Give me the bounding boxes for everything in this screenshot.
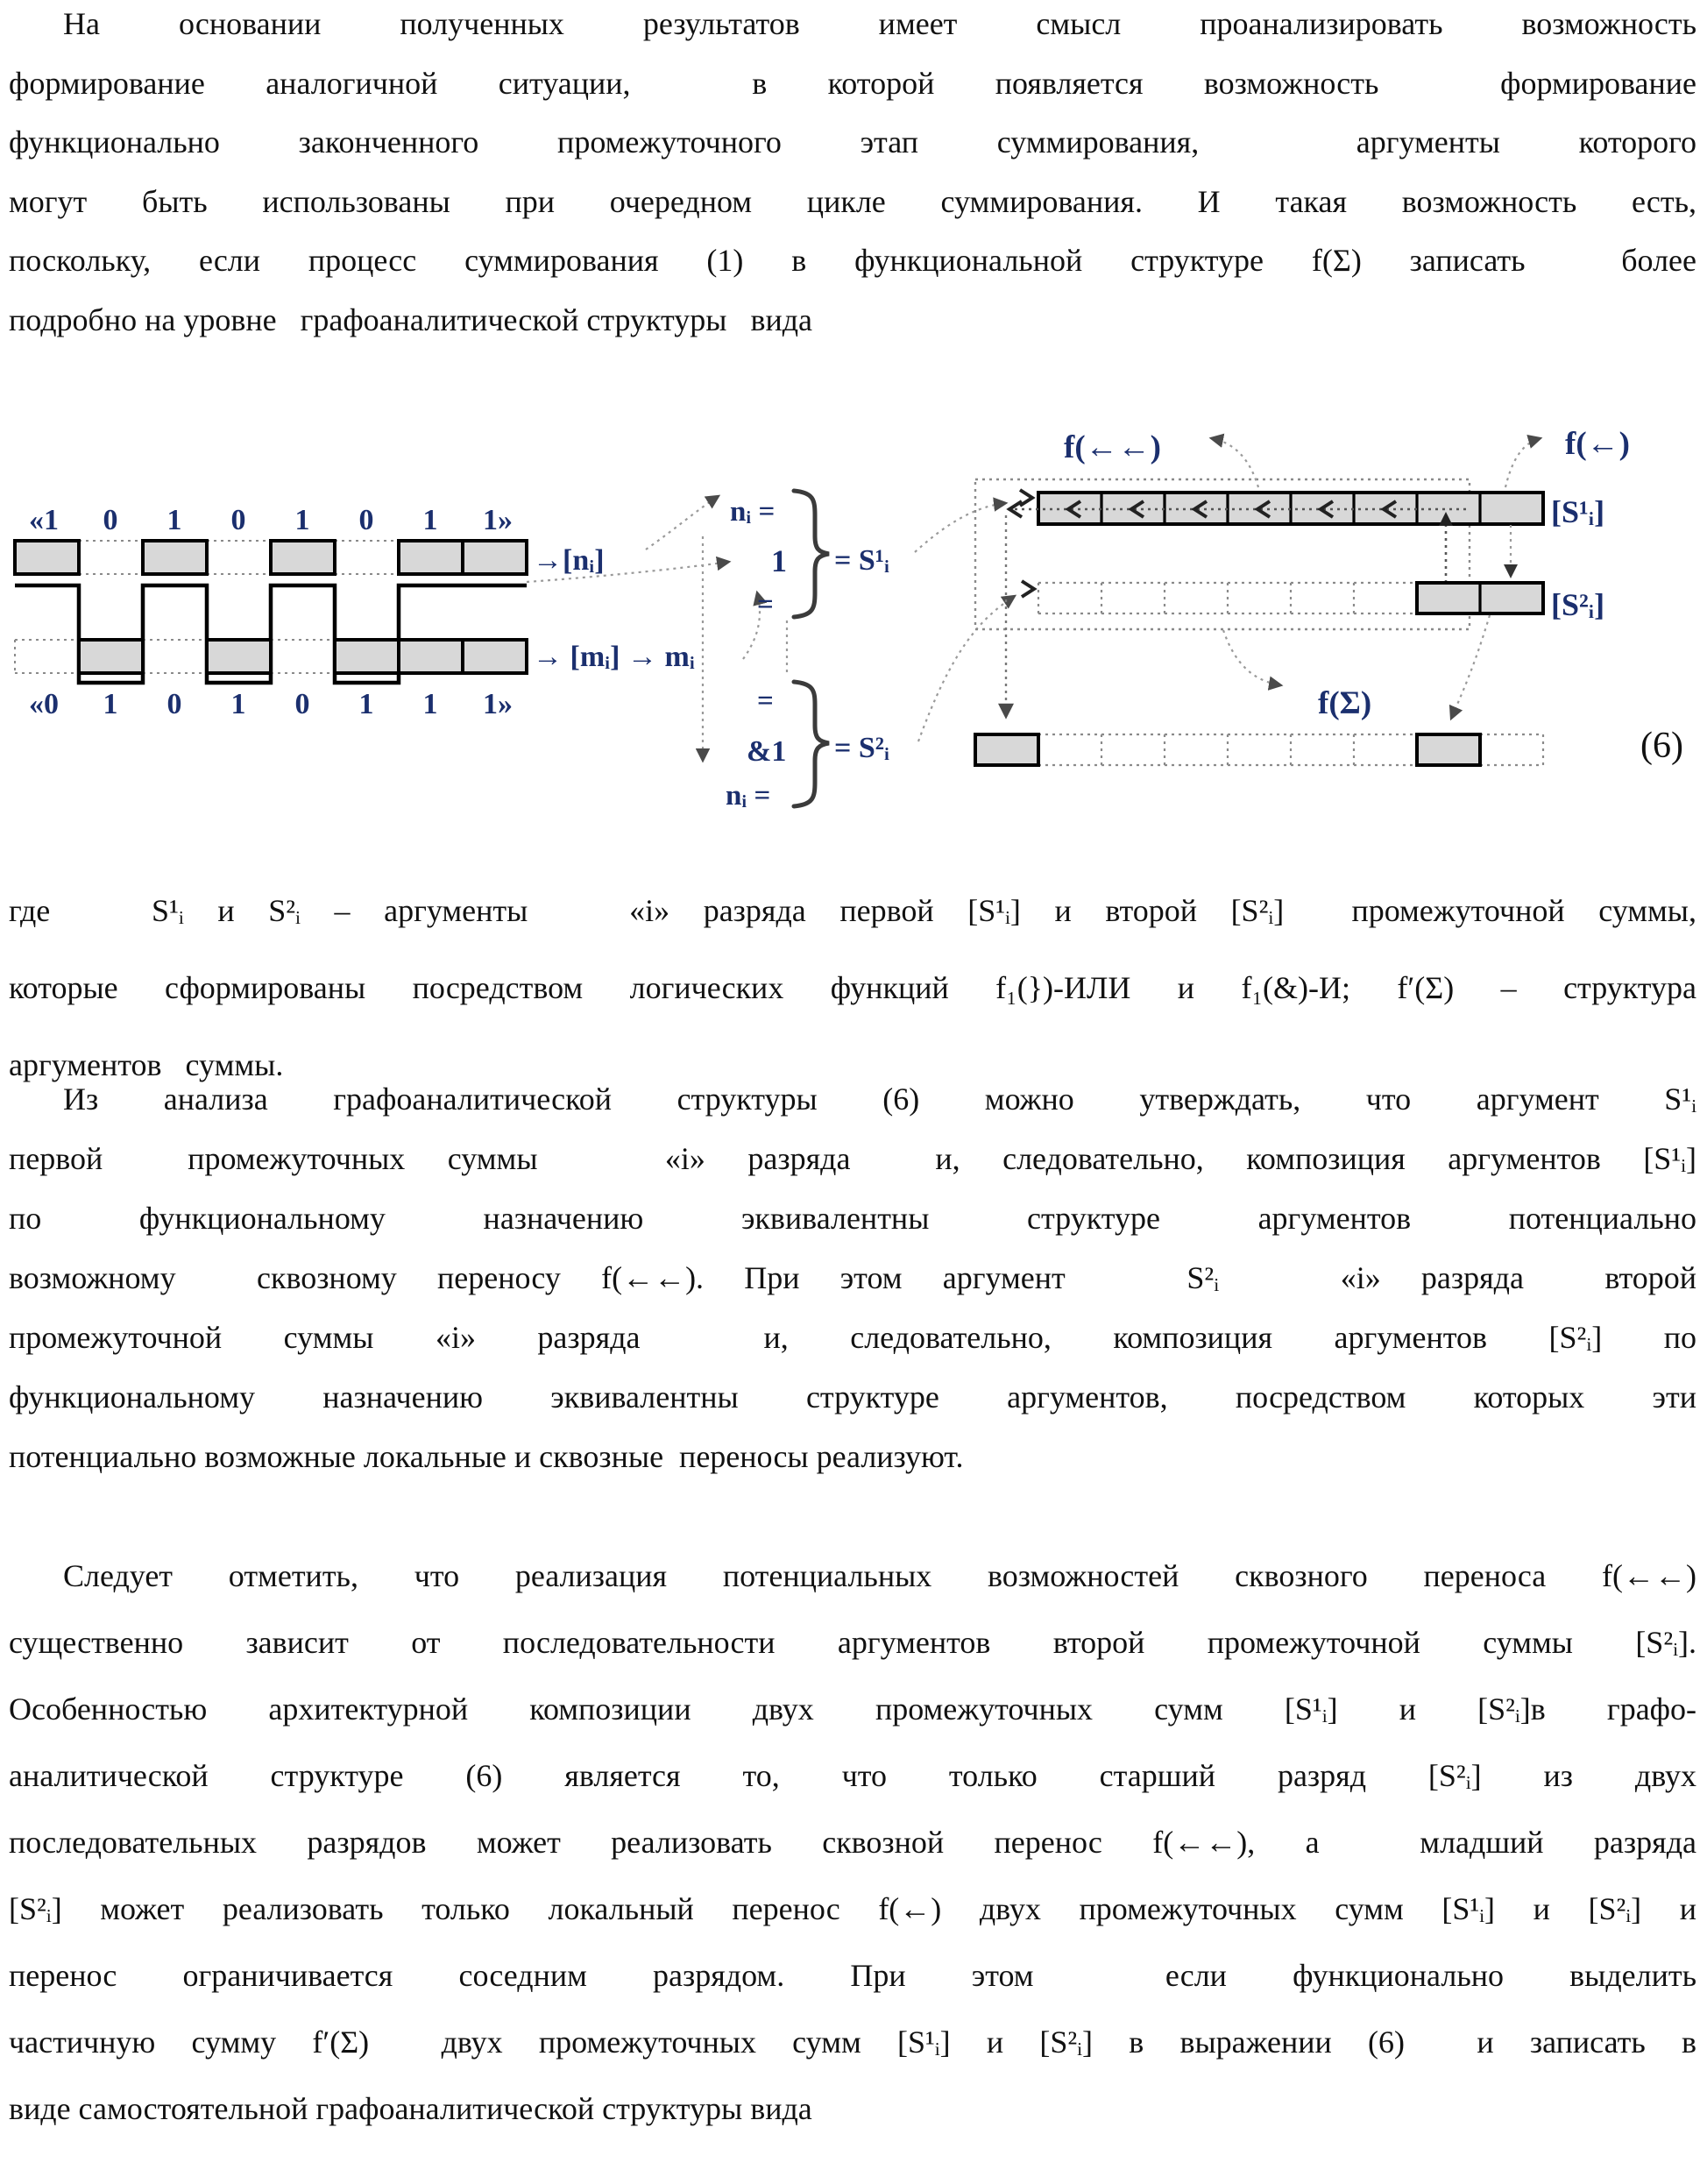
m-cell-7 bbox=[399, 640, 463, 673]
s2-sum-row bbox=[1022, 525, 1543, 613]
paragraph-line: поскольку, если процесс суммирования (1) в функциональной структуре f(Σ) записать более bbox=[9, 243, 1696, 278]
paragraph-analysis bbox=[9, 1069, 1696, 1486]
bit-label: 1 bbox=[166, 504, 182, 536]
m-cell-2 bbox=[79, 640, 143, 673]
graph-analytic-structure-figure bbox=[0, 0, 1707, 876]
first-sum-result: = S¹ᵢ bbox=[834, 544, 890, 577]
bit-label: 1» bbox=[483, 688, 513, 720]
n-row-label: →[nᵢ] bbox=[533, 544, 605, 577]
paragraph-line: подробно на уровне графоаналитической структуры вида bbox=[9, 301, 813, 337]
paragraph-line: формирование аналогичной ситуации, в которой появляется возможность формирование bbox=[9, 65, 1696, 101]
second-sum-brace bbox=[794, 682, 829, 806]
paragraph-line: существенно зависит от последовательности аргументов второй промежуточной суммы [S²ᵢ]. bbox=[9, 1625, 1696, 1660]
n-cell-7 bbox=[399, 541, 463, 574]
result-carry-cell bbox=[975, 734, 1038, 765]
equation-number: (6) bbox=[1640, 726, 1683, 766]
s1-result-to-row-curve bbox=[915, 503, 1006, 552]
local-carry-curve bbox=[1505, 438, 1541, 487]
sum-function-label: f(Σ) bbox=[1318, 685, 1372, 721]
n-operand-row bbox=[15, 541, 527, 574]
paragraph-line: перенос ограничивается соседним разрядом. При этом если функционально выделить bbox=[9, 1958, 1696, 1993]
sum-function-curve bbox=[1223, 630, 1281, 685]
local-carry-function-label: f(←) bbox=[1565, 426, 1630, 462]
paragraph-line: последовательных разрядов может реализовать сквозной перенос f(←←), а младший разряда bbox=[9, 1825, 1696, 1860]
bit-label: 1 bbox=[358, 688, 374, 720]
paragraph-line: могут быть использованы при очередном цикле суммирования. И такая возможность есть, bbox=[9, 183, 1696, 219]
ni-equals-top: nᵢ = bbox=[730, 496, 776, 528]
s1-sum-row bbox=[1008, 490, 1543, 582]
right-arrowhead bbox=[1022, 581, 1034, 597]
s2-row-label: [S²ᵢ] bbox=[1551, 587, 1605, 622]
paragraph-line: Следует отметить, что реализация потенциальных возможностей сквозного переноса f(←←) bbox=[63, 1558, 1696, 1593]
bit-label: 1 bbox=[103, 688, 118, 720]
bit-label: 1 bbox=[294, 504, 310, 536]
n-cell-5 bbox=[271, 541, 335, 574]
m-cell-8 bbox=[463, 640, 527, 673]
operand-bit-labels-bottom bbox=[29, 688, 513, 720]
paragraph-line: [S²ᵢ] может реализовать только локальный перенос f(←) двух промежуточных сумм [S¹ᵢ] и [S²ᵢ] и bbox=[9, 1891, 1696, 1926]
m-cell-4 bbox=[207, 640, 271, 673]
bit-label: 0 bbox=[358, 504, 374, 536]
equals-sign: = bbox=[757, 589, 774, 620]
paragraph-line: функционально законченного промежуточного этап суммирования, аргументы которого bbox=[9, 124, 1696, 160]
paragraph-line: виде самостоятельной графоаналитической структуры вида bbox=[9, 2091, 812, 2126]
operand-bit-labels-top bbox=[29, 504, 513, 536]
paragraph-line: частичную сумму f′(Σ) двух промежуточных сумм [S¹ᵢ] и [S²ᵢ] в выражении (6) и записать в bbox=[9, 2024, 1696, 2060]
paragraph-line: функциональному назначению эквивалентны структуре аргументов, посредством которых эти bbox=[9, 1379, 1696, 1415]
bit-label: 0 bbox=[103, 504, 118, 536]
equals-sign: = bbox=[757, 685, 774, 717]
and-one-operand: &1 bbox=[747, 735, 787, 768]
bit-label: 1» bbox=[483, 504, 513, 536]
paragraph-line: где S¹ᵢ и S²ᵢ – аргументы «i» разряда первой [S¹ᵢ] и второй [S²ᵢ] промежуточной суммы, bbox=[9, 893, 1696, 928]
n-cell-8 bbox=[463, 541, 527, 574]
m-operand-row bbox=[15, 640, 527, 673]
second-sum-result: = S²ᵢ bbox=[834, 732, 890, 764]
s2-to-result-curve bbox=[1451, 615, 1490, 719]
n-cell-3 bbox=[143, 541, 207, 574]
bit-label: 0 bbox=[166, 688, 182, 720]
or-one-operand: 1 bbox=[771, 543, 787, 578]
first-sum-brace bbox=[794, 491, 829, 617]
bit-label: 1 bbox=[422, 688, 438, 720]
bit-label: «0 bbox=[29, 688, 59, 720]
s2-result-to-row-curve bbox=[918, 596, 1015, 741]
bit-label: 0 bbox=[230, 504, 246, 536]
n-row-to-ni-connector bbox=[646, 496, 719, 550]
ni-equals-bottom: nᵢ = bbox=[726, 780, 771, 812]
paragraph-note bbox=[9, 1542, 1696, 2142]
paragraph-line: потенциально возможные локальные и сквозные переносы реализуют. bbox=[9, 1439, 964, 1474]
paragraph-line: возможному сквозному переносу f(←←). При этом аргумент S²ᵢ «i» разряда второй bbox=[9, 1260, 1696, 1295]
n-cell-1 bbox=[15, 541, 79, 574]
bit-label: «1 bbox=[29, 504, 59, 536]
bit-label: 0 bbox=[294, 688, 310, 720]
result-high-bit-cell bbox=[1417, 734, 1480, 765]
paragraph-line: На основании полученных результатов имеет смысл проанализировать возможность bbox=[63, 6, 1696, 41]
result-sum-row bbox=[975, 734, 1543, 765]
bit-label: 1 bbox=[422, 504, 438, 536]
paragraph-line: аргументов суммы. bbox=[9, 1047, 284, 1082]
paragraph-line: Особенностью архитектурной композиции двух промежуточных сумм [S¹ᵢ] и [S²ᵢ]в графо- bbox=[9, 1691, 1696, 1727]
m-row-label: → [mᵢ] → mᵢ bbox=[533, 641, 695, 673]
paragraph-line: аналитической структуре (6) является то, что только старший разряд [S²ᵢ] из двух bbox=[9, 1758, 1696, 1793]
m-cell-6 bbox=[335, 640, 399, 673]
paragraph-line: промежуточной суммы «i» разряда и, следовательно, композиция аргументов [S²ᵢ] по bbox=[9, 1320, 1696, 1355]
s1-row-label: [S¹ᵢ] bbox=[1551, 494, 1605, 529]
paragraph-line: по функциональному назначению эквивалентны структуре аргументов потенциально bbox=[9, 1201, 1696, 1236]
paragraph-line: первой промежуточных суммы «i» разряда и, следовательно, композиция аргументов [S¹ᵢ] bbox=[9, 1141, 1696, 1176]
bit-label: 1 bbox=[230, 688, 246, 720]
paragraph-line: Из анализа графоаналитической структуры (6) можно утверждать, что аргумент S¹ᵢ bbox=[63, 1081, 1696, 1117]
paragraph-line: которые сформированы посредством логических функций f₁(})-ИЛИ и f₁(&)-И; f′(Σ) – структура bbox=[9, 970, 1696, 1005]
down-arrowhead bbox=[1504, 564, 1518, 578]
through-carry-function-label: f(←←) bbox=[1064, 429, 1161, 465]
